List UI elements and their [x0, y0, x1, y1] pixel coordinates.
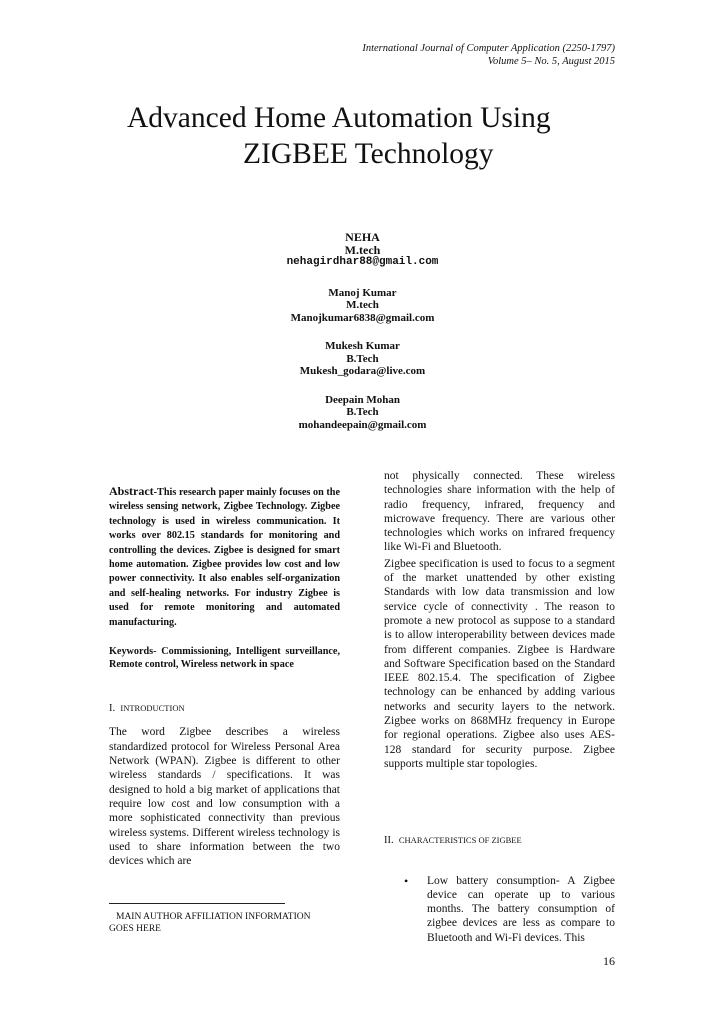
author-name: Manoj Kumar [328, 286, 397, 299]
characteristics-list [384, 874, 615, 945]
paper-title [0, 100, 725, 172]
list-item [384, 874, 615, 945]
bullet-icon: • [404, 873, 409, 888]
footnote-line-1: MAIN AUTHOR AFFILIATION INFORMATION [116, 912, 311, 922]
author-block [0, 231, 725, 269]
section-heading-introduction [109, 701, 340, 716]
title-line-1: Advanced Home Automation Using [127, 102, 551, 134]
journal-header [362, 42, 615, 68]
author-name: Mukesh Kumar [325, 340, 400, 352]
author-degree: M.tech [346, 299, 379, 311]
left-column [109, 484, 340, 868]
abstract-label: Abstract [109, 484, 154, 498]
list-item-text: Low battery consumption- A Zigbee device can operate up to various months. The battery consumption of zigbee devices are less as compare to Bluetooth and Wi-Fi devices. This [427, 874, 615, 944]
author-block [0, 394, 725, 432]
author-block [0, 340, 725, 378]
footnote-line-2: GOES HERE [109, 924, 161, 934]
abstract [109, 484, 340, 630]
author-email: Mukesh_godara@live.com [299, 365, 426, 377]
author-name: Deepain Mohan [325, 393, 400, 406]
author-degree: B.Tech [346, 406, 379, 418]
abstract-text: -This research paper mainly focuses on the wireless sensing network, Zigbee Technology. Zigbee technology is used in wireless communication. It works over 802.15 standards for monitoring and controlling the devices. Zigbee is designed for smart home automation. Zigbee provides low cost and low power connectivity. It also enables self-organization and self-healing networks. For industry Zigbee is used for remote monitoring and automated manufacturing. [109, 487, 340, 628]
author-block [0, 287, 725, 325]
author-email: nehagirdhar88@gmail.com [286, 256, 439, 268]
section-heading-characteristics [384, 833, 615, 848]
author-name: NEHA [345, 230, 380, 244]
author-email: mohandeepain@gmail.com [298, 418, 427, 431]
footnote-divider [109, 903, 285, 904]
section-title: INTRODUCTION [120, 703, 185, 714]
author-degree: B.Tech [346, 352, 379, 365]
section-number: II. [384, 835, 394, 847]
page-number: 16 [603, 954, 615, 968]
author-degree: M.tech [344, 242, 381, 257]
author-email: Manojkumar6838@gmail.com [290, 311, 435, 324]
journal-name: International Journal of Computer Application (2250-1797) [362, 43, 615, 54]
section-title: CHARACTERISTICS OF ZIGBEE [398, 835, 522, 846]
right-column [384, 469, 615, 945]
continued-paragraph: not physically connected. These wireless technologies share information with the help of radio frequency, infrared, frequency and microwave frequency. There are various other technologies which works on infrared frequency like Wi-Fi and Bluetooth. [384, 470, 615, 554]
footnote [109, 911, 349, 935]
keywords: Keywords- Commissioning, Intelligent surveillance, Remote control, Wireless network in space [109, 646, 340, 670]
specification-paragraph: Zigbee specification is used to focus to a segment of the market unattended by other existing Standards with low data transmission and low service cycle of connectivity . The reason to promote a new protocol as suppose to a standard is to allow interoperability between devices made from different companies. Zigbee is Hardware and Software Specification based on the Standard IEEE 802.15.4. The specification of Zigbee technology can be enhanced by adding various networks and security layers to the network. Zigbee works on 868MHz frequency in Europe for regional operations. Zigbee also uses AES-128 standard for security purpose. Zigbee supports multiple star topologies. [384, 557, 615, 770]
section-number: I. [109, 703, 116, 715]
title-line-2: ZIGBEE Technology [243, 138, 494, 170]
author-list [0, 231, 725, 443]
introduction-paragraph: The word Zigbee describes a wireless standardized protocol for Wireless Personal Area Network (WPAN). Zigbee is different to other wireless standards / specifications. It was designed to hold a big market of applications that require low cost and low consumption with a more sophisticated connectivity than previous wireless systems. Different wireless technology is used to share information between the two devices which are [109, 726, 340, 868]
journal-volume: Volume 5– No. 5, August 2015 [487, 56, 615, 67]
